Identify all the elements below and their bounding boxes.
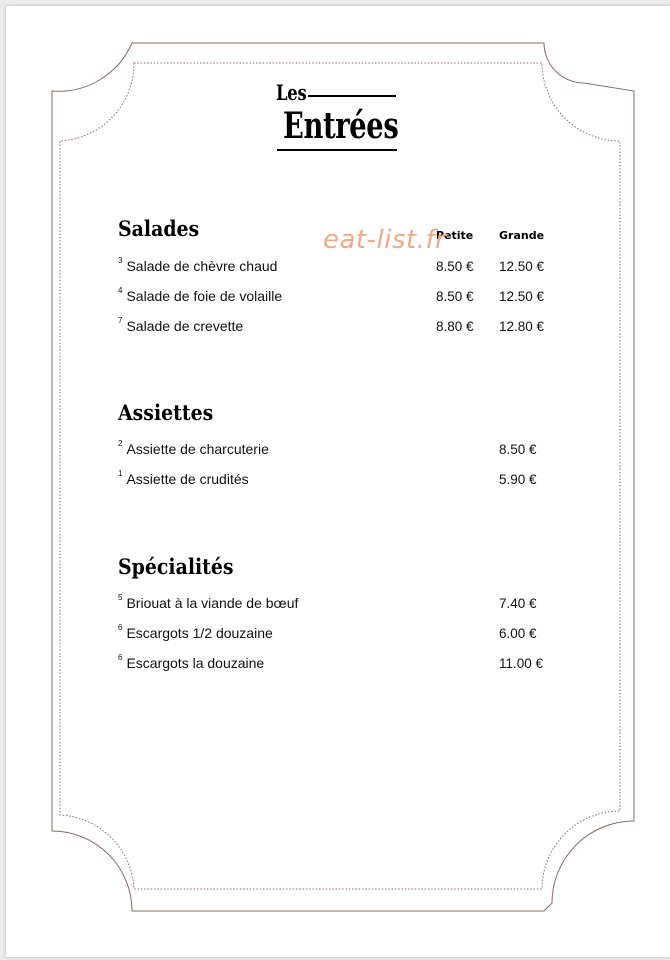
item-number: 1	[118, 469, 123, 478]
page-title: Entrées	[283, 105, 399, 147]
title-underline-top	[308, 95, 396, 97]
item-name: Salade de foie de volaille	[126, 288, 283, 304]
price: 8.50 €	[499, 442, 537, 457]
menu-item-briouat	[118, 595, 298, 611]
item-name: Escargots la douzaine	[126, 655, 265, 671]
menu-item-salade-foie	[118, 288, 282, 304]
item-number: 6	[118, 623, 123, 632]
item-name: Escargots 1/2 douzaine	[126, 625, 273, 641]
item-name: Salade de crevette	[126, 318, 244, 334]
price-grande: 12.50 €	[499, 289, 545, 304]
section-title-assiettes: Assiettes	[118, 400, 214, 425]
item-name: Briouat à la viande de bœuf	[126, 595, 299, 611]
price-petite: 8.80 €	[436, 319, 474, 334]
item-number: 5	[118, 593, 123, 602]
column-header-petite: Petite	[436, 229, 474, 242]
price: 7.40 €	[499, 596, 537, 611]
price-petite: 8.50 €	[436, 289, 474, 304]
item-number: 6	[118, 653, 123, 662]
price: 5.90 €	[499, 472, 537, 487]
section-title-salades: Salades	[118, 216, 200, 241]
menu-item-salade-crevette	[118, 318, 243, 334]
price: 11.00 €	[499, 656, 544, 671]
title-underline-bottom	[277, 149, 397, 151]
menu-item-escargots-douzaine	[118, 655, 264, 671]
item-name: Salade de chèvre chaud	[126, 258, 278, 274]
title-les: Les	[276, 80, 307, 105]
price-grande: 12.80 €	[499, 319, 545, 334]
section-title-specialites: Spécialités	[118, 554, 234, 579]
menu-item-assiette-charcuterie	[118, 441, 269, 457]
menu-page	[6, 6, 670, 957]
item-number: 7	[118, 316, 123, 325]
price-petite: 8.50 €	[436, 259, 474, 274]
menu-item-assiette-crudites	[118, 471, 249, 487]
price-grande: 12.50 €	[499, 259, 545, 274]
item-number: 3	[118, 256, 123, 265]
menu-item-escargots-demi	[118, 625, 273, 641]
price: 6.00 €	[499, 626, 537, 641]
item-number: 4	[118, 286, 123, 295]
item-name: Assiette de crudités	[126, 471, 249, 487]
menu-item-salade-chevre	[118, 258, 277, 274]
item-name: Assiette de charcuterie	[126, 441, 269, 457]
column-header-grande: Grande	[499, 229, 545, 242]
item-number: 2	[118, 439, 123, 448]
watermark: eat-list.fr	[323, 225, 447, 255]
